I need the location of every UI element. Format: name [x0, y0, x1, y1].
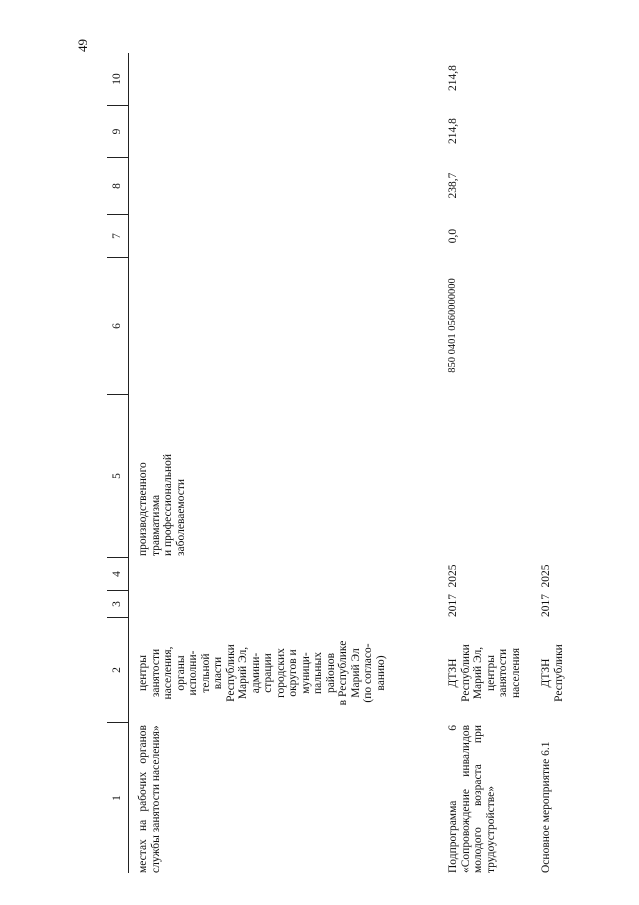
row2-col2: ДТЗН Республики Марий Эл, центры занятости населения — [447, 644, 522, 702]
row2-col4: 2025 — [447, 564, 459, 588]
row3-col2: ДТЗН Республики — [540, 644, 565, 702]
header-col-6: 6 — [107, 258, 128, 395]
header-col-1: 1 — [111, 795, 123, 801]
row2-col8: 238,7 — [447, 172, 459, 199]
row3-col4: 2025 — [540, 564, 552, 588]
row1-col2: центры занятости населения, органы исполни- тельной власти Республики Марий Эл, админи- страции городских округов и муници- пальных районов в Республике Марий Эл (по согласо- ванию) — [137, 640, 387, 706]
page-number: 49 — [75, 39, 90, 52]
row3-col1: Основное мероприятие 6.1 — [540, 741, 552, 873]
row2-col6: 850 0401 0560000000 — [447, 278, 458, 373]
rotated-table — [107, 53, 565, 873]
row1-col1: местах на рабочих органов службы занятости населения» — [137, 725, 162, 873]
row1-col5: производственного травматизма и профессиональной заболеваемости — [137, 453, 187, 556]
header-col-9: 9 — [107, 106, 128, 158]
header-col-4: 4 — [107, 558, 128, 591]
header-col-7: 7 — [107, 215, 128, 258]
row2-col3: 2017 — [447, 594, 459, 617]
header-col-2: 2 — [107, 618, 128, 723]
header-col-8: 8 — [107, 158, 128, 215]
row2-col9: 214,8 — [447, 118, 459, 144]
table-header-row — [107, 53, 129, 873]
row3-col3: 2017 — [540, 594, 552, 617]
row2-col7: 0,0 — [447, 228, 459, 244]
row2-col1: Подпрограмма 6 «Сопровождение инвалидов молодого возраста при трудоустройстве» — [447, 725, 497, 873]
header-col-5: 5 — [107, 395, 128, 558]
row2-col10: 214,8 — [447, 65, 459, 91]
header-col-3: 3 — [107, 591, 128, 618]
header-col-10: 10 — [107, 53, 128, 106]
